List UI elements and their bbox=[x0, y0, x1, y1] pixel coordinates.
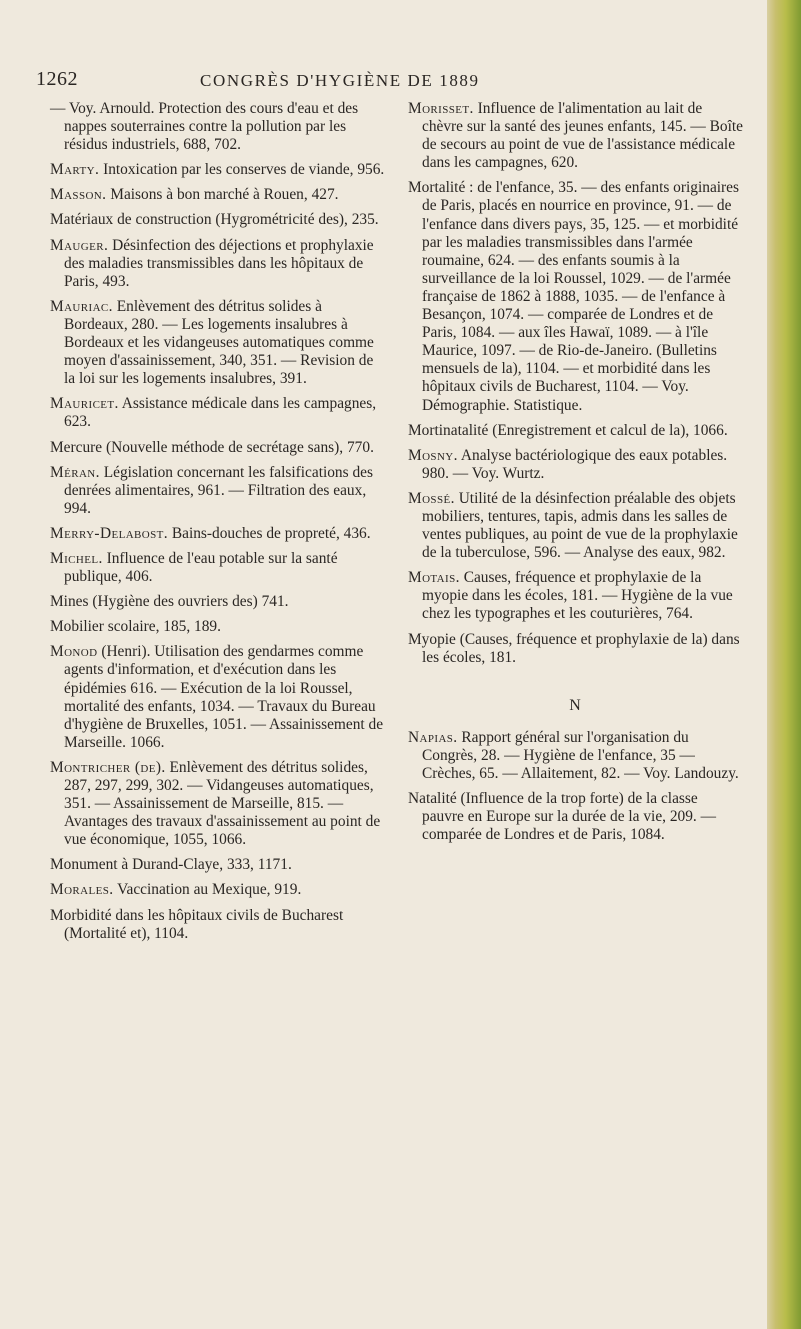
entry-text: Causes, fréquence et prophylaxie de la myopie dans les écoles, 181. — Hygiène de la vue chez les typographes et les couturières, 764. bbox=[422, 569, 733, 623]
entry-text: Morbidité dans les hôpitaux civils de Bucharest (Mortalité et), 1104. bbox=[50, 906, 344, 942]
entry-text: Enlèvement des détritus solides à Bordeaux, 280. — Les logements insalubres à Bordeaux et les vidangeuses automatiques comme moyen d'assainissement, 340, 351. — Revision de la loi sur les logements insalubres, 391. bbox=[64, 297, 374, 388]
index-entry bbox=[408, 790, 743, 844]
page-edge-binding bbox=[767, 0, 801, 1329]
entry-text: Intoxication par les conserves de viande, 956. bbox=[99, 161, 385, 179]
running-title: CONGRÈS D'HYGIÈNE DE 1889 bbox=[200, 71, 480, 90]
index-entry bbox=[50, 439, 388, 457]
index-entry bbox=[408, 490, 743, 562]
entry-text: Assistance médicale dans les campagnes, 623. bbox=[64, 395, 377, 431]
index-entry bbox=[50, 395, 388, 431]
entry-head: Motais. bbox=[408, 569, 460, 587]
entry-head: Marty. bbox=[50, 161, 100, 179]
index-entry bbox=[408, 100, 743, 172]
entry-text: Influence de l'eau potable sur la santé publique, 406. bbox=[64, 549, 338, 586]
letter-m-entries bbox=[408, 100, 743, 667]
index-entry bbox=[50, 759, 388, 849]
entry-text: Mobilier scolaire, 185, 189. bbox=[50, 618, 221, 636]
entry-text: Législation concernant les falsifications des denrées alimentaires, 961. — Filtration des eaux, 994. bbox=[64, 463, 373, 517]
entry-text: Matériaux de construction (Hygrométricité des), 235. bbox=[50, 211, 379, 229]
entry-text: Bains-douches de propreté, 436. bbox=[168, 524, 371, 542]
entry-text: Mortinatalité (Enregistrement et calcul de la), 1066. bbox=[408, 421, 728, 439]
entry-head: Napias. bbox=[408, 728, 458, 746]
entry-head: Morales. bbox=[50, 881, 114, 899]
index-entry bbox=[50, 881, 388, 899]
index-entry bbox=[50, 856, 388, 874]
index-entry bbox=[50, 237, 388, 291]
entry-text: — Voy. Arnould. Protection des cours d'eau et des nappes souterraines contre la pollution par les résidus industriels, 688, 702. bbox=[50, 100, 359, 154]
entry-text: Analyse bactériologique des eaux potables. 980. — Voy. Wurtz. bbox=[422, 446, 728, 482]
index-entry bbox=[50, 593, 388, 611]
page-number: 1262 bbox=[36, 68, 78, 90]
entry-head: Méran. bbox=[50, 463, 100, 481]
entry-head: Mossé. bbox=[408, 489, 455, 507]
entry-text: Vaccination au Mexique, 919. bbox=[113, 881, 302, 899]
index-entry bbox=[408, 447, 743, 483]
entry-head: Masson. bbox=[50, 186, 107, 204]
entry-head: Morisset. bbox=[408, 100, 474, 117]
index-entry bbox=[50, 100, 388, 154]
index-entry bbox=[50, 643, 388, 752]
entry-head: Merry-Delabost. bbox=[50, 524, 169, 542]
entry-head: Mauriac. bbox=[50, 297, 113, 315]
entry-text: Influence de l'alimentation au lait de chèvre sur la santé des jeunes enfants, 145. — Boîte de secours au point de vue de l'assistance médicale dans les campagnes, 620. bbox=[422, 100, 743, 172]
index-entry bbox=[408, 179, 743, 414]
entry-text: Maisons à bon marché à Rouen, 427. bbox=[106, 186, 339, 204]
index-entry bbox=[50, 186, 388, 204]
index-entry bbox=[50, 464, 388, 518]
entry-text: (Henri). Utilisation des gendarmes comme agents d'information, et d'exécution dans les épidémies 616. — Exécution de la loi Roussel, mortalité des enfants, 1034. — Travaux du Bureau d'hygiène de Bruxelles, 1051. — Assainissement de Marseille. 1066. bbox=[64, 643, 384, 751]
index-entry bbox=[408, 729, 743, 783]
right-column bbox=[408, 100, 743, 851]
entry-text: Natalité (Influence de la trop forte) de la classe pauvre en Europe sur la durée de la vie, 209. — comparée de Londres et de Paris, 1084. bbox=[408, 790, 717, 844]
entry-text: Rapport général sur l'organisation du Congrès, 28. — Hygiène de l'enfance, 35 — Crèches, 65. — Allaitement, 82. — Voy. Landouzy. bbox=[422, 728, 739, 782]
entry-head: Michel. bbox=[50, 549, 103, 567]
section-letter-n: N bbox=[569, 696, 582, 714]
left-column bbox=[50, 100, 388, 950]
index-entry bbox=[50, 550, 388, 586]
entry-head: Mosny. bbox=[408, 446, 458, 464]
index-entry bbox=[50, 298, 388, 388]
index-entry bbox=[50, 161, 388, 179]
entry-head: Montricher (de). bbox=[50, 758, 166, 776]
index-entry bbox=[50, 211, 388, 229]
entry-text: Mines (Hygiène des ouvriers des) 741. bbox=[50, 593, 289, 611]
entry-text: Mortalité : de l'enfance, 35. — des enfants originaires de Paris, placés en nourrice en province, 91. — de l'enfance dans divers pays, 35, 125. — et morbidité par les maladies transmissibles dans l'armée roumaine, 624. — des enfants soumis à la surveillance de la loi Roussel, 1029. — de l'armée française de 1862 à 1888, 1035. — de l'enfance à Besançon, 1074. — comparée de Londres et de Paris, 1084. — aux îles Hawaï, 1089. — à l'île Maurice, 1097. — de Rio-de-Janeiro. (Bulletins mensuels de la), 1104. — et morbidité dans les hôpitaux civils de Bucharest, 1104. — Voy. Démographie. Statistique. bbox=[408, 179, 739, 414]
index-entry bbox=[408, 569, 743, 623]
entry-text: Mercure (Nouvelle méthode de secrétage sans), 770. bbox=[50, 438, 374, 456]
index-entry bbox=[50, 618, 388, 636]
index-entry bbox=[50, 525, 388, 543]
entry-head: Mauricet. bbox=[50, 395, 119, 413]
entry-text: Monument à Durand-Claye, 333, 1171. bbox=[50, 856, 292, 874]
entry-text: Enlèvement des détritus solides, 287, 297, 299, 302. — Vidangeuses automatiques, 351. — Assainissement de Marseille, 815. — Avantages des travaux d'assainissement au point de vue économique, 1055, 1066. bbox=[64, 758, 381, 849]
entry-head: Monod bbox=[50, 643, 98, 661]
index-entry bbox=[408, 422, 743, 440]
index-entry bbox=[50, 907, 388, 943]
entry-head: Mauger. bbox=[50, 236, 109, 254]
index-entry bbox=[408, 631, 743, 667]
entry-text: Myopie (Causes, fréquence et prophylaxie de la) dans les écoles, 181. bbox=[408, 630, 740, 666]
entry-text: Utilité de la désinfection préalable des objets mobiliers, tentures, tapis, admis dans les salles de ventes publiques, au point de vue de la prophylaxie de la tuberculose, 596. — Analyse des eaux, 982. bbox=[422, 489, 738, 562]
letter-n-entries bbox=[408, 729, 743, 845]
entry-text: Désinfection des déjections et prophylaxie des maladies transmissibles dans les hôpitaux de Paris, 493. bbox=[64, 236, 374, 290]
